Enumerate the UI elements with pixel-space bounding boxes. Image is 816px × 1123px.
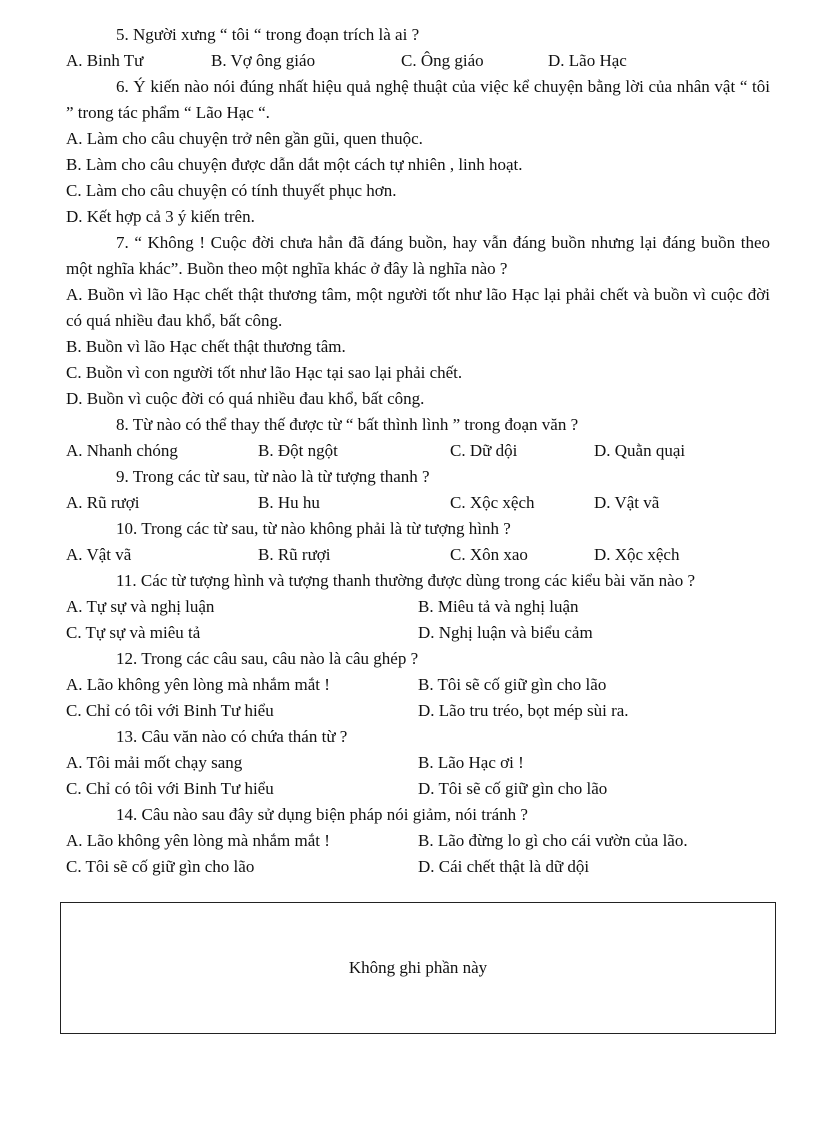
answer-7d: D. Buồn vì cuộc đời có quá nhiều đau khổ, bất công. <box>66 389 425 408</box>
answer-12a: A. Lão không yên lòng mà nhắm mắt ! <box>66 675 330 694</box>
answer-13c: C. Chỉ có tôi với Binh Tư hiểu <box>66 779 274 798</box>
answers-5 <box>66 48 770 74</box>
question-10: 10. Trong các từ sau, từ nào không phải là từ tượng hình ? <box>116 519 511 538</box>
question-7: 7. “ Không ! Cuộc đời chưa hẳn đã đáng buồn, hay vẫn đáng buồn nhưng lại đáng buồn theo một nghĩa khác”. Buồn theo một nghĩa khác ở đây là nghĩa nào ? <box>66 233 770 278</box>
answer-8b: B. Đột ngột <box>258 441 338 460</box>
answer-9b: B. Hu hu <box>258 493 320 512</box>
answer-9c: C. Xộc xệch <box>450 493 535 512</box>
question-6: 6. Ý kiến nào nói đúng nhất hiệu quả nghệ thuật của việc kể chuyện bằng lời của nhân vật “ tôi ” trong tác phẩm “ Lão Hạc “. <box>66 77 770 122</box>
answer-11a: A. Tự sự và nghị luận <box>66 597 215 616</box>
answer-10d: D. Xộc xệch <box>594 545 680 564</box>
answer-14c: C. Tôi sẽ cố giữ gìn cho lão <box>66 857 255 876</box>
answer-7a: A. Buồn vì lão Hạc chết thật thương tâm, một người tốt như lão Hạc lại phải chết và buồn vì cuộc đời có quá nhiều đau khổ, bất công. <box>66 285 770 330</box>
answer-13b: B. Lão Hạc ơi ! <box>418 753 524 772</box>
answer-12d: D. Lão tru tréo, bọt mép sùi ra. <box>418 701 629 720</box>
answer-9a: A. Rũ rượi <box>66 493 140 512</box>
question-11: 11. Các từ tượng hình và tượng thanh thường được dùng trong các kiểu bài văn nào ? <box>116 571 695 590</box>
answer-9d: D. Vật vã <box>594 493 660 512</box>
answer-10a: A. Vật vã <box>66 545 132 564</box>
answer-8a: A. Nhanh chóng <box>66 441 178 460</box>
answer-7c: C. Buồn vì con người tốt như lão Hạc tại sao lại phải chết. <box>66 363 463 382</box>
answer-5a: A. Binh Tư <box>66 51 144 70</box>
answers-13-row1 <box>66 750 770 776</box>
answer-5d: D. Lão Hạc <box>548 51 627 70</box>
answer-6a: A. Làm cho câu chuyện trở nên gần gũi, quen thuộc. <box>66 129 423 148</box>
answer-10c: C. Xôn xao <box>450 545 528 564</box>
question-12: 12. Trong các câu sau, câu nào là câu ghép ? <box>116 649 419 668</box>
answer-6c: C. Làm cho câu chuyện có tính thuyết phục hơn. <box>66 181 397 200</box>
answers-14-row2 <box>66 854 770 880</box>
answer-11d: D. Nghị luận và biểu cảm <box>418 623 593 642</box>
answers-14-row1 <box>66 828 770 854</box>
answer-6b: B. Làm cho câu chuyện được dẫn dắt một cách tự nhiên , linh hoạt. <box>66 155 523 174</box>
answer-14d: D. Cái chết thật là dữ dội <box>418 857 590 876</box>
answer-14b: B. Lão đừng lo gì cho cái vườn của lão. <box>418 831 688 850</box>
question-5: 5. Người xưng “ tôi “ trong đoạn trích là ai ? <box>116 25 420 44</box>
answer-6d: D. Kết hợp cả 3 ý kiến trên. <box>66 207 255 226</box>
question-13: 13. Câu văn nào có chứa thán từ ? <box>116 727 348 746</box>
answer-10b: B. Rũ rượi <box>258 545 331 564</box>
answer-7b: B. Buồn vì lão Hạc chết thật thương tâm. <box>66 337 346 356</box>
question-9: 9. Trong các từ sau, từ nào là từ tượng thanh ? <box>116 467 430 486</box>
answer-12b: B. Tôi sẽ cố giữ gìn cho lão <box>418 675 607 694</box>
question-8: 8. Từ nào có thể thay thế được từ “ bất thình lình ” trong đoạn văn ? <box>116 415 579 434</box>
do-not-write-label: Không ghi phần này <box>348 958 488 977</box>
answers-8 <box>66 438 770 464</box>
answer-11b: B. Miêu tả và nghị luận <box>418 597 579 616</box>
answers-10 <box>66 542 770 568</box>
answer-11c: C. Tự sự và miêu tả <box>66 623 201 642</box>
answer-13a: A. Tôi mải mốt chạy sang <box>66 753 243 772</box>
answers-11-row2 <box>66 620 770 646</box>
answers-9 <box>66 490 770 516</box>
answer-14a: A. Lão không yên lòng mà nhắm mắt ! <box>66 831 330 850</box>
answer-5b: B. Vợ ông giáo <box>211 51 316 70</box>
answers-11-row1 <box>66 594 770 620</box>
question-14: 14. Câu nào sau đây sử dụng biện pháp nói giảm, nói tránh ? <box>116 805 528 824</box>
answer-12c: C. Chỉ có tôi với Binh Tư hiểu <box>66 701 274 720</box>
answers-13-row2 <box>66 776 770 802</box>
answer-8d: D. Quằn quại <box>594 441 686 460</box>
answer-8c: C. Dữ dội <box>450 441 518 460</box>
do-not-write-box <box>60 902 776 1034</box>
answers-12-row2 <box>66 698 770 724</box>
answer-5c: C. Ông giáo <box>401 51 484 70</box>
quiz-page <box>66 22 770 880</box>
answer-13d: D. Tôi sẽ cố giữ gìn cho lão <box>418 779 608 798</box>
answers-12-row1 <box>66 672 770 698</box>
